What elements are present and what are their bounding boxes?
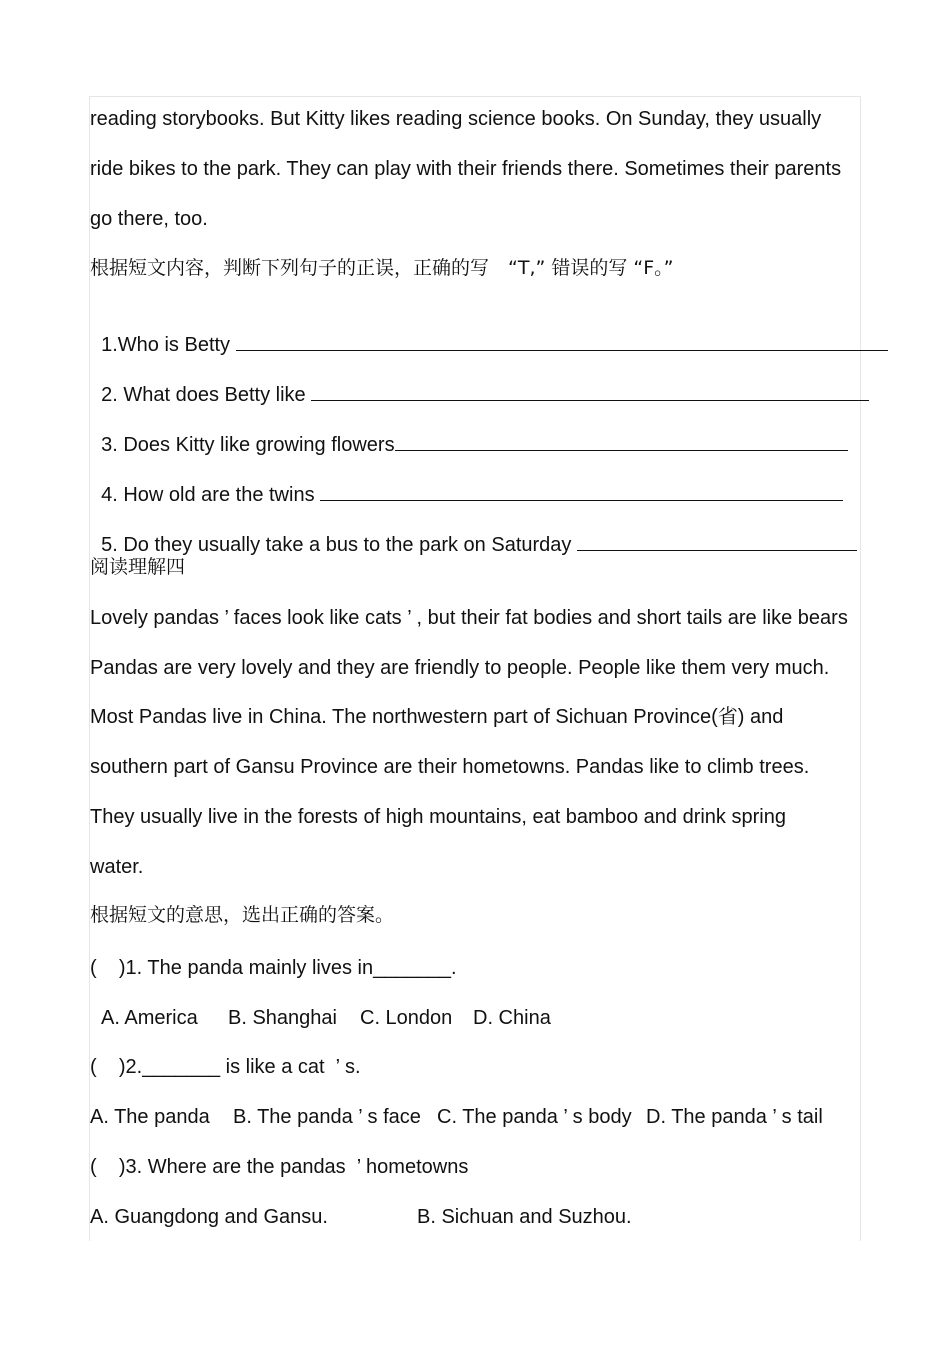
mc-q2-option-c[interactable]: C. The panda ’ s body xyxy=(437,1106,632,1128)
question-text: 3. Does Kitty like growing flowers xyxy=(101,434,395,456)
section3-instruction: 根据短文内容，判断下列句子的正误，正确的写 “T,” 错误的写 “F。” xyxy=(90,257,674,279)
question-3 xyxy=(90,406,848,457)
passage-line: reading storybooks. But Kitty likes reading science books. On Sunday, they usually xyxy=(90,108,822,130)
page-border-top xyxy=(89,96,860,97)
question-2 xyxy=(90,356,869,407)
passage-line: Lovely pandas ’ faces look like cats ’ , but their fat bodies and short tails are like bears xyxy=(90,607,848,629)
answer-blank[interactable] xyxy=(395,430,848,451)
passage-line: go there, too. xyxy=(90,208,208,230)
question-4 xyxy=(90,456,843,507)
mc-question-3-stem: ( )3. Where are the pandas ’ hometowns xyxy=(90,1156,469,1178)
question-1 xyxy=(90,306,888,357)
question-text: 1.Who is Betty xyxy=(101,334,236,356)
passage-line: ride bikes to the park. They can play with their friends there. Sometimes their parents xyxy=(90,158,842,180)
page-border-right xyxy=(860,96,861,1241)
answer-blank[interactable] xyxy=(311,380,869,401)
passage-line: Pandas are very lovely and they are friendly to people. People like them very much. xyxy=(90,657,830,679)
mc-q3-option-b[interactable]: B. Sichuan and Suzhou. xyxy=(417,1206,632,1228)
mc-question-2-stem: ( )2._______ is like a cat ’ s. xyxy=(90,1056,361,1078)
mc-q2-option-a[interactable]: A. The panda xyxy=(90,1106,210,1128)
mc-q2-option-b[interactable]: B. The panda ’ s face xyxy=(233,1106,421,1128)
mc-q1-option-c[interactable]: C. London xyxy=(360,1007,453,1029)
question-text: 2. What does Betty like xyxy=(101,384,312,406)
question-5 xyxy=(90,506,857,557)
mc-question-1-stem: ( )1. The panda mainly lives in_______. xyxy=(90,957,457,979)
answer-blank[interactable] xyxy=(577,530,857,551)
mc-q1-option-b[interactable]: B. Shanghai xyxy=(228,1007,337,1029)
section4-heading: 阅读理解四 xyxy=(90,556,186,578)
mc-q2-option-d[interactable]: D. The panda ’ s tail xyxy=(646,1106,823,1128)
passage-line: southern part of Gansu Province are their hometowns. Pandas like to climb trees. xyxy=(90,756,810,778)
answer-blank[interactable] xyxy=(320,480,843,501)
passage-line: They usually live in the forests of high mountains, eat bamboo and drink spring xyxy=(90,806,786,828)
passage-line: Most Pandas live in China. The northwestern part of Sichuan Province(省) and xyxy=(90,706,784,728)
passage-line: water. xyxy=(90,856,144,878)
mc-q3-option-a[interactable]: A. Guangdong and Gansu. xyxy=(90,1206,328,1228)
question-text: 4. How old are the twins xyxy=(101,484,321,506)
question-text: 5. Do they usually take a bus to the park on Saturday xyxy=(101,534,577,556)
mc-q1-option-d[interactable]: D. China xyxy=(473,1007,551,1029)
mc-q1-option-a[interactable]: A. America xyxy=(101,1007,198,1029)
answer-blank[interactable] xyxy=(236,330,888,351)
section4-instruction: 根据短文的意思，选出正确的答案。 xyxy=(90,904,395,926)
